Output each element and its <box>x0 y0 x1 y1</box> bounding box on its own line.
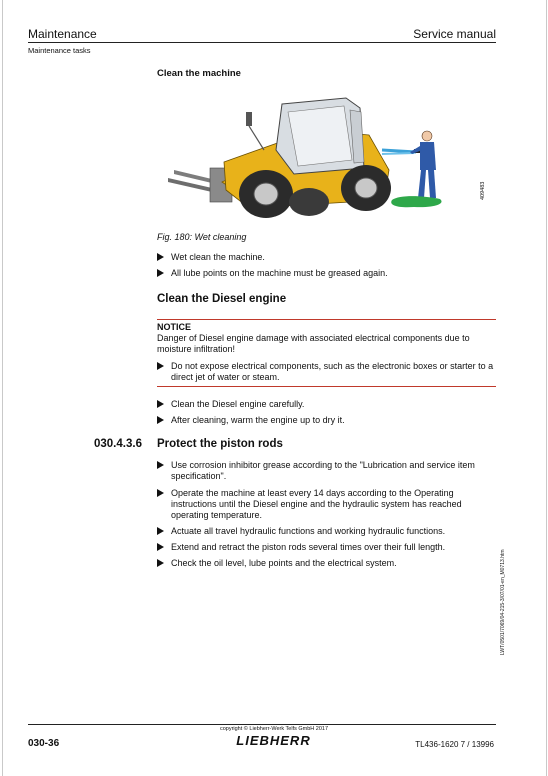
notice-top-rule <box>157 319 496 320</box>
header-manual-title: Service manual <box>413 27 496 41</box>
footer-doc-code: TL436-1620 7 / 13996 <box>415 740 494 749</box>
header-rule <box>28 42 496 43</box>
header-chapter: Maintenance <box>28 27 97 41</box>
bullet-arrow-icon <box>157 400 164 408</box>
page-number: 030-36 <box>28 738 60 749</box>
bullet-arrow-icon <box>157 362 164 370</box>
notice-step: Do not expose electrical components, such as the electronic boxes or starter to a direct jet of water or steam. <box>157 361 497 383</box>
step-corrosion-grease: Use corrosion inhibitor grease according to the "Lubrication and service item specification". <box>157 460 497 482</box>
front-wheel <box>239 170 293 218</box>
bullet-arrow-icon <box>157 559 164 567</box>
bullet-arrow-icon <box>157 269 164 277</box>
header-section: Maintenance tasks <box>28 46 91 55</box>
footer-copyright: copyright © Liebherr-Werk Telfs GmbH 2017 <box>219 726 329 732</box>
page-border-left <box>2 0 3 776</box>
notice-text: Danger of Diesel engine damage with associated electrical components due to moisture infiltration! <box>157 333 470 354</box>
fork-carriage <box>168 168 232 202</box>
svg-text:LIEBHERR: LIEBHERR <box>236 733 311 747</box>
step-check-oil: Check the oil level, lube points and the electrical system. <box>157 558 497 569</box>
side-document-code: LWT/0501/7069/04-215-3/07/01-en_M0713.htm <box>500 549 506 655</box>
figure-number: 409483 <box>480 181 486 200</box>
step-operate-machine: Operate the machine at least every 14 days according to the Operating instructions until the Diesel engine and the hydraulic system has reached operating temperature. <box>157 488 497 521</box>
notice-bottom-rule <box>157 386 496 387</box>
step-warm-engine: After cleaning, warm the engine up to dry it. <box>157 415 497 426</box>
bullet-arrow-icon <box>157 461 164 469</box>
page-border-right <box>546 0 547 776</box>
heading-clean-diesel: Clean the Diesel engine <box>157 293 287 305</box>
heading-clean-machine: Clean the machine <box>157 68 241 79</box>
bullet-arrow-icon <box>157 489 164 497</box>
liebherr-logo <box>221 733 326 747</box>
bullet-arrow-icon <box>157 253 164 261</box>
figure-caption: Fig. 180: Wet cleaning <box>157 232 247 242</box>
bullet-arrow-icon <box>157 527 164 535</box>
notice-title: NOTICE <box>157 322 192 332</box>
step-actuate-functions: Actuate all travel hydraulic functions and working hydraulic functions. <box>157 526 497 537</box>
side-mirror <box>246 112 252 126</box>
step-extend-retract: Extend and retract the piston rods several times over their full length. <box>157 542 497 553</box>
bullet-arrow-icon <box>157 543 164 551</box>
rear-wheel <box>341 165 391 211</box>
section-number: 030.4.3.6 <box>94 438 142 450</box>
heading-protect-piston: Protect the piston rods <box>157 438 283 450</box>
footer-rule <box>28 724 496 725</box>
step-clean-engine: Clean the Diesel engine carefully. <box>157 399 497 410</box>
bullet-arrow-icon <box>157 416 164 424</box>
step-grease: All lube points on the machine must be greased again. <box>157 268 497 279</box>
wet-cleaning-illustration <box>164 90 494 225</box>
worker-figure <box>410 131 436 198</box>
step-wet-clean: Wet clean the machine. <box>157 252 497 263</box>
